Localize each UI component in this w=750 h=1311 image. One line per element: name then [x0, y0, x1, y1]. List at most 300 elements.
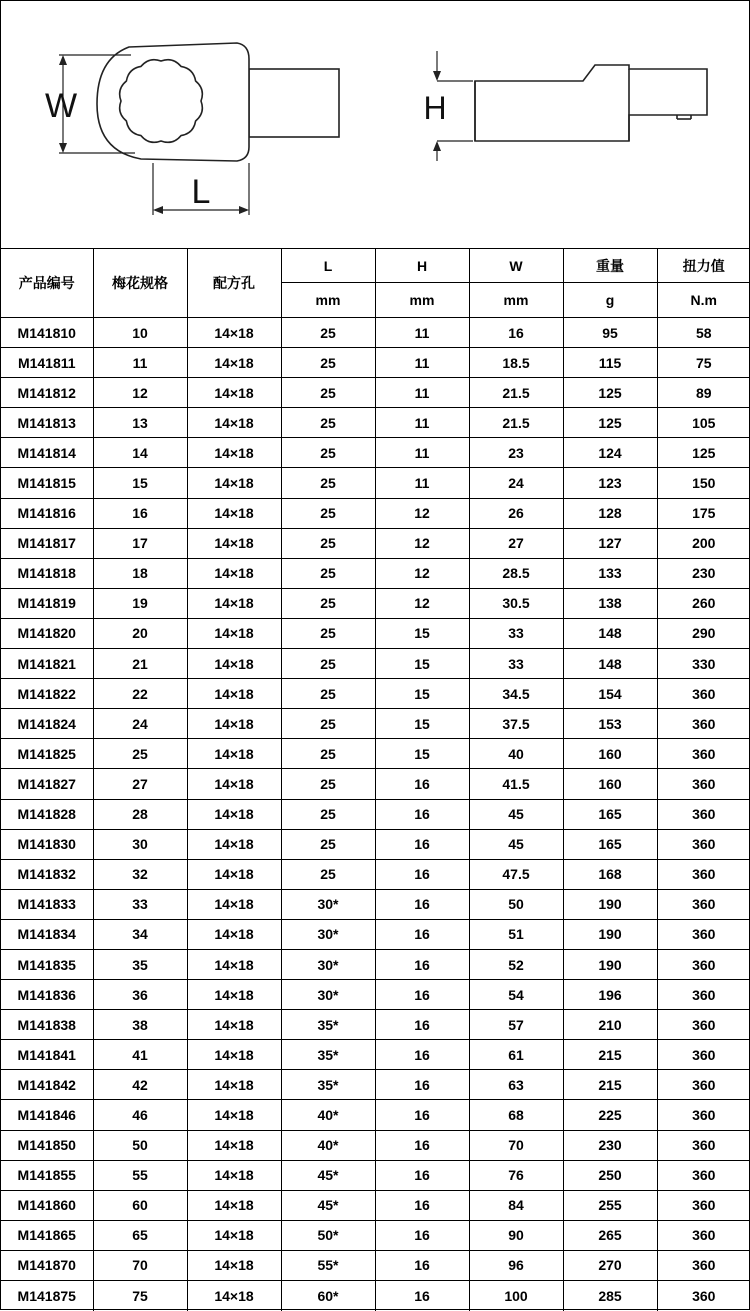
cell-weight: 148 — [563, 649, 657, 679]
cell-product-code: M141842 — [1, 1070, 93, 1100]
cell-ring-size: 19 — [93, 588, 187, 618]
cell-torque: 125 — [657, 438, 750, 468]
cell-w: 18.5 — [469, 348, 563, 378]
cell-h: 16 — [375, 1190, 469, 1220]
cell-square-hole: 14×18 — [187, 919, 281, 949]
cell-torque: 360 — [657, 739, 750, 769]
unit-l: mm — [281, 283, 375, 318]
cell-w: 50 — [469, 889, 563, 919]
cell-weight: 123 — [563, 468, 657, 498]
cell-h: 15 — [375, 709, 469, 739]
table-row — [1, 378, 750, 408]
cell-ring-size: 55 — [93, 1160, 187, 1190]
cell-torque: 75 — [657, 348, 750, 378]
cell-weight: 124 — [563, 438, 657, 468]
cell-torque: 360 — [657, 1010, 750, 1040]
cell-torque: 360 — [657, 799, 750, 829]
cell-square-hole: 14×18 — [187, 949, 281, 979]
cell-ring-size: 12 — [93, 378, 187, 408]
table-row — [1, 1220, 750, 1250]
cell-l: 25 — [281, 649, 375, 679]
cell-h: 16 — [375, 1220, 469, 1250]
cell-l: 40* — [281, 1100, 375, 1130]
cell-square-hole: 14×18 — [187, 1040, 281, 1070]
table-row — [1, 318, 750, 348]
table-row — [1, 1250, 750, 1280]
cell-product-code: M141828 — [1, 799, 93, 829]
cell-l: 25 — [281, 679, 375, 709]
header-ring-size: 梅花规格 — [93, 249, 187, 318]
cell-h: 16 — [375, 799, 469, 829]
cell-square-hole: 14×18 — [187, 889, 281, 919]
cell-w: 57 — [469, 1010, 563, 1040]
table-row — [1, 769, 750, 799]
cell-ring-size: 41 — [93, 1040, 187, 1070]
cell-w: 40 — [469, 739, 563, 769]
cell-square-hole: 14×18 — [187, 618, 281, 648]
cell-h: 15 — [375, 618, 469, 648]
cell-h: 15 — [375, 649, 469, 679]
cell-weight: 215 — [563, 1070, 657, 1100]
table-row — [1, 528, 750, 558]
header-square-hole: 配方孔 — [187, 249, 281, 318]
cell-product-code: M141832 — [1, 859, 93, 889]
unit-torque: N.m — [657, 283, 750, 318]
table-row — [1, 558, 750, 588]
cell-l: 25 — [281, 799, 375, 829]
cell-weight: 148 — [563, 618, 657, 648]
cell-ring-size: 34 — [93, 919, 187, 949]
cell-product-code: M141827 — [1, 769, 93, 799]
cell-product-code: M141850 — [1, 1130, 93, 1160]
cell-product-code: M141822 — [1, 679, 93, 709]
cell-w: 47.5 — [469, 859, 563, 889]
cell-h: 11 — [375, 348, 469, 378]
cell-h: 12 — [375, 558, 469, 588]
dimension-label-h: H — [423, 90, 447, 126]
cell-torque: 360 — [657, 980, 750, 1010]
table-row — [1, 1040, 750, 1070]
cell-product-code: M141846 — [1, 1100, 93, 1130]
cell-ring-size: 22 — [93, 679, 187, 709]
cell-torque: 175 — [657, 498, 750, 528]
cell-torque: 330 — [657, 649, 750, 679]
cell-w: 51 — [469, 919, 563, 949]
cell-square-hole: 14×18 — [187, 588, 281, 618]
cell-product-code: M141841 — [1, 1040, 93, 1070]
table-row — [1, 739, 750, 769]
cell-h: 16 — [375, 1281, 469, 1311]
cell-torque: 360 — [657, 829, 750, 859]
cell-torque: 230 — [657, 558, 750, 588]
cell-product-code: M141860 — [1, 1190, 93, 1220]
cell-weight: 215 — [563, 1040, 657, 1070]
cell-w: 28.5 — [469, 558, 563, 588]
cell-product-code: M141834 — [1, 919, 93, 949]
table-row — [1, 588, 750, 618]
cell-product-code: M141816 — [1, 498, 93, 528]
cell-w: 26 — [469, 498, 563, 528]
cell-h: 16 — [375, 1130, 469, 1160]
cell-product-code: M141812 — [1, 378, 93, 408]
cell-torque: 360 — [657, 949, 750, 979]
cell-product-code: M141818 — [1, 558, 93, 588]
cell-weight: 138 — [563, 588, 657, 618]
cell-l: 30* — [281, 919, 375, 949]
table-row — [1, 438, 750, 468]
cell-product-code: M141824 — [1, 709, 93, 739]
cell-weight: 285 — [563, 1281, 657, 1311]
cell-weight: 154 — [563, 679, 657, 709]
cell-product-code: M141810 — [1, 318, 93, 348]
header-l: L — [281, 249, 375, 283]
cell-square-hole: 14×18 — [187, 769, 281, 799]
cell-weight: 125 — [563, 408, 657, 438]
cell-square-hole: 14×18 — [187, 799, 281, 829]
cell-h: 16 — [375, 1040, 469, 1070]
side-view-drawing — [433, 51, 707, 161]
cell-w: 33 — [469, 618, 563, 648]
table-row — [1, 709, 750, 739]
table-row — [1, 498, 750, 528]
cell-w: 21.5 — [469, 378, 563, 408]
spec-table — [1, 248, 750, 1311]
cell-product-code: M141817 — [1, 528, 93, 558]
cell-torque: 360 — [657, 709, 750, 739]
cell-h: 16 — [375, 1250, 469, 1280]
cell-product-code: M141833 — [1, 889, 93, 919]
cell-l: 25 — [281, 438, 375, 468]
cell-square-hole: 14×18 — [187, 1190, 281, 1220]
cell-torque: 360 — [657, 1250, 750, 1280]
cell-torque: 360 — [657, 1160, 750, 1190]
cell-w: 33 — [469, 649, 563, 679]
cell-square-hole: 14×18 — [187, 558, 281, 588]
cell-weight: 255 — [563, 1190, 657, 1220]
cell-weight: 225 — [563, 1100, 657, 1130]
cell-w: 45 — [469, 799, 563, 829]
cell-ring-size: 20 — [93, 618, 187, 648]
cell-square-hole: 14×18 — [187, 528, 281, 558]
cell-ring-size: 21 — [93, 649, 187, 679]
cell-w: 41.5 — [469, 769, 563, 799]
cell-h: 11 — [375, 438, 469, 468]
cell-ring-size: 13 — [93, 408, 187, 438]
table-row — [1, 1160, 750, 1190]
table-row — [1, 679, 750, 709]
cell-square-hole: 14×18 — [187, 829, 281, 859]
cell-l: 30* — [281, 949, 375, 979]
cell-ring-size: 65 — [93, 1220, 187, 1250]
cell-weight: 168 — [563, 859, 657, 889]
cell-h: 11 — [375, 408, 469, 438]
cell-h: 12 — [375, 498, 469, 528]
cell-square-hole: 14×18 — [187, 859, 281, 889]
cell-ring-size: 17 — [93, 528, 187, 558]
cell-h: 16 — [375, 919, 469, 949]
cell-torque: 360 — [657, 1040, 750, 1070]
table-row — [1, 1130, 750, 1160]
cell-weight: 125 — [563, 378, 657, 408]
table-row — [1, 919, 750, 949]
cell-weight: 127 — [563, 528, 657, 558]
cell-weight: 190 — [563, 919, 657, 949]
cell-product-code: M141811 — [1, 348, 93, 378]
cell-torque: 89 — [657, 378, 750, 408]
cell-h: 11 — [375, 468, 469, 498]
cell-torque: 360 — [657, 889, 750, 919]
cell-w: 76 — [469, 1160, 563, 1190]
cell-weight: 160 — [563, 739, 657, 769]
cell-l: 35* — [281, 1070, 375, 1100]
cell-weight: 210 — [563, 1010, 657, 1040]
cell-torque: 360 — [657, 859, 750, 889]
cell-h: 12 — [375, 528, 469, 558]
header-h: H — [375, 249, 469, 283]
cell-h: 16 — [375, 769, 469, 799]
cell-ring-size: 25 — [93, 739, 187, 769]
cell-l: 25 — [281, 468, 375, 498]
cell-h: 16 — [375, 1100, 469, 1130]
cell-weight: 270 — [563, 1250, 657, 1280]
cell-ring-size: 70 — [93, 1250, 187, 1280]
cell-w: 96 — [469, 1250, 563, 1280]
cell-product-code: M141820 — [1, 618, 93, 648]
table-row — [1, 799, 750, 829]
table-row — [1, 1100, 750, 1130]
cell-weight: 190 — [563, 889, 657, 919]
cell-w: 37.5 — [469, 709, 563, 739]
cell-l: 35* — [281, 1010, 375, 1040]
cell-torque: 150 — [657, 468, 750, 498]
cell-h: 16 — [375, 1160, 469, 1190]
cell-square-hole: 14×18 — [187, 378, 281, 408]
cell-weight: 153 — [563, 709, 657, 739]
table-row — [1, 649, 750, 679]
cell-weight: 165 — [563, 829, 657, 859]
cell-weight: 230 — [563, 1130, 657, 1160]
unit-h: mm — [375, 283, 469, 318]
cell-l: 25 — [281, 408, 375, 438]
header-weight: 重量 — [563, 249, 657, 283]
cell-weight: 165 — [563, 799, 657, 829]
table-row — [1, 468, 750, 498]
cell-ring-size: 11 — [93, 348, 187, 378]
cell-square-hole: 14×18 — [187, 679, 281, 709]
cell-h: 16 — [375, 949, 469, 979]
table-row — [1, 1281, 750, 1311]
cell-torque: 360 — [657, 769, 750, 799]
cell-product-code: M141821 — [1, 649, 93, 679]
cell-torque: 360 — [657, 1070, 750, 1100]
cell-square-hole: 14×18 — [187, 1250, 281, 1280]
cell-torque: 58 — [657, 318, 750, 348]
table-row — [1, 1070, 750, 1100]
cell-w: 52 — [469, 949, 563, 979]
cell-ring-size: 16 — [93, 498, 187, 528]
cell-l: 35* — [281, 1040, 375, 1070]
cell-ring-size: 46 — [93, 1100, 187, 1130]
cell-h: 15 — [375, 739, 469, 769]
cell-ring-size: 38 — [93, 1010, 187, 1040]
cell-torque: 290 — [657, 618, 750, 648]
cell-product-code: M141835 — [1, 949, 93, 979]
cell-w: 24 — [469, 468, 563, 498]
cell-ring-size: 35 — [93, 949, 187, 979]
cell-square-hole: 14×18 — [187, 348, 281, 378]
cell-weight: 95 — [563, 318, 657, 348]
cell-square-hole: 14×18 — [187, 1160, 281, 1190]
cell-l: 40* — [281, 1130, 375, 1160]
cell-l: 25 — [281, 318, 375, 348]
cell-h: 12 — [375, 588, 469, 618]
table-header — [1, 249, 750, 318]
cell-ring-size: 28 — [93, 799, 187, 829]
cell-l: 25 — [281, 528, 375, 558]
cell-torque: 360 — [657, 1220, 750, 1250]
cell-square-hole: 14×18 — [187, 1220, 281, 1250]
cell-ring-size: 60 — [93, 1190, 187, 1220]
cell-square-hole: 14×18 — [187, 1070, 281, 1100]
cell-l: 45* — [281, 1190, 375, 1220]
cell-torque: 360 — [657, 1281, 750, 1311]
cell-w: 70 — [469, 1130, 563, 1160]
cell-product-code: M141813 — [1, 408, 93, 438]
cell-l: 25 — [281, 739, 375, 769]
cell-l: 25 — [281, 378, 375, 408]
cell-ring-size: 30 — [93, 829, 187, 859]
cell-h: 16 — [375, 980, 469, 1010]
cell-torque: 360 — [657, 1190, 750, 1220]
table-body — [1, 318, 750, 1311]
cell-product-code: M141865 — [1, 1220, 93, 1250]
cell-w: 68 — [469, 1100, 563, 1130]
cell-w: 90 — [469, 1220, 563, 1250]
cell-weight: 133 — [563, 558, 657, 588]
cell-square-hole: 14×18 — [187, 709, 281, 739]
cell-h: 11 — [375, 318, 469, 348]
cell-product-code: M141836 — [1, 980, 93, 1010]
cell-torque: 360 — [657, 679, 750, 709]
cell-weight: 196 — [563, 980, 657, 1010]
cell-square-hole: 14×18 — [187, 1100, 281, 1130]
cell-ring-size: 36 — [93, 980, 187, 1010]
cell-l: 25 — [281, 829, 375, 859]
cell-torque: 105 — [657, 408, 750, 438]
cell-ring-size: 27 — [93, 769, 187, 799]
cell-ring-size: 18 — [93, 558, 187, 588]
table-row — [1, 618, 750, 648]
table-row — [1, 1190, 750, 1220]
cell-weight: 190 — [563, 949, 657, 979]
table-row — [1, 348, 750, 378]
table-row — [1, 859, 750, 889]
cell-w: 21.5 — [469, 408, 563, 438]
cell-torque: 360 — [657, 1100, 750, 1130]
cell-ring-size: 24 — [93, 709, 187, 739]
cell-square-hole: 14×18 — [187, 739, 281, 769]
cell-ring-size: 33 — [93, 889, 187, 919]
cell-ring-size: 15 — [93, 468, 187, 498]
cell-ring-size: 10 — [93, 318, 187, 348]
cell-product-code: M141830 — [1, 829, 93, 859]
cell-product-code: M141814 — [1, 438, 93, 468]
cell-l: 50* — [281, 1220, 375, 1250]
cell-square-hole: 14×18 — [187, 438, 281, 468]
cell-weight: 115 — [563, 348, 657, 378]
cell-h: 16 — [375, 1070, 469, 1100]
cell-square-hole: 14×18 — [187, 318, 281, 348]
cell-h: 16 — [375, 889, 469, 919]
cell-l: 25 — [281, 859, 375, 889]
unit-w: mm — [469, 283, 563, 318]
cell-l: 30* — [281, 980, 375, 1010]
cell-w: 16 — [469, 318, 563, 348]
header-w: W — [469, 249, 563, 283]
cell-square-hole: 14×18 — [187, 1130, 281, 1160]
cell-torque: 360 — [657, 919, 750, 949]
cell-product-code: M141838 — [1, 1010, 93, 1040]
header-torque: 扭力值 — [657, 249, 750, 283]
cell-ring-size: 32 — [93, 859, 187, 889]
cell-weight: 250 — [563, 1160, 657, 1190]
cell-ring-size: 75 — [93, 1281, 187, 1311]
cell-l: 25 — [281, 588, 375, 618]
cell-l: 25 — [281, 709, 375, 739]
cell-l: 30* — [281, 889, 375, 919]
cell-product-code: M141815 — [1, 468, 93, 498]
cell-square-hole: 14×18 — [187, 980, 281, 1010]
cell-product-code: M141819 — [1, 588, 93, 618]
cell-torque: 360 — [657, 1130, 750, 1160]
cell-w: 45 — [469, 829, 563, 859]
cell-weight: 160 — [563, 769, 657, 799]
cell-l: 45* — [281, 1160, 375, 1190]
cell-l: 55* — [281, 1250, 375, 1280]
cell-product-code: M141855 — [1, 1160, 93, 1190]
cell-square-hole: 14×18 — [187, 408, 281, 438]
header-product-code: 产品编号 — [1, 249, 93, 318]
cell-square-hole: 14×18 — [187, 468, 281, 498]
cell-torque: 200 — [657, 528, 750, 558]
cell-w: 61 — [469, 1040, 563, 1070]
cell-square-hole: 14×18 — [187, 649, 281, 679]
cell-l: 25 — [281, 498, 375, 528]
cell-h: 15 — [375, 679, 469, 709]
unit-weight: g — [563, 283, 657, 318]
table-row — [1, 829, 750, 859]
table-row — [1, 980, 750, 1010]
cell-h: 16 — [375, 1010, 469, 1040]
cell-weight: 265 — [563, 1220, 657, 1250]
cell-product-code: M141870 — [1, 1250, 93, 1280]
cell-w: 54 — [469, 980, 563, 1010]
cell-l: 25 — [281, 618, 375, 648]
table-row — [1, 408, 750, 438]
cell-h: 16 — [375, 829, 469, 859]
cell-square-hole: 14×18 — [187, 1281, 281, 1311]
cell-weight: 128 — [563, 498, 657, 528]
cell-w: 63 — [469, 1070, 563, 1100]
table-row — [1, 949, 750, 979]
cell-h: 16 — [375, 859, 469, 889]
cell-l: 60* — [281, 1281, 375, 1311]
dimension-label-w: W — [44, 87, 78, 125]
cell-l: 25 — [281, 769, 375, 799]
cell-product-code: M141825 — [1, 739, 93, 769]
cell-h: 11 — [375, 378, 469, 408]
cell-product-code: M141875 — [1, 1281, 93, 1311]
